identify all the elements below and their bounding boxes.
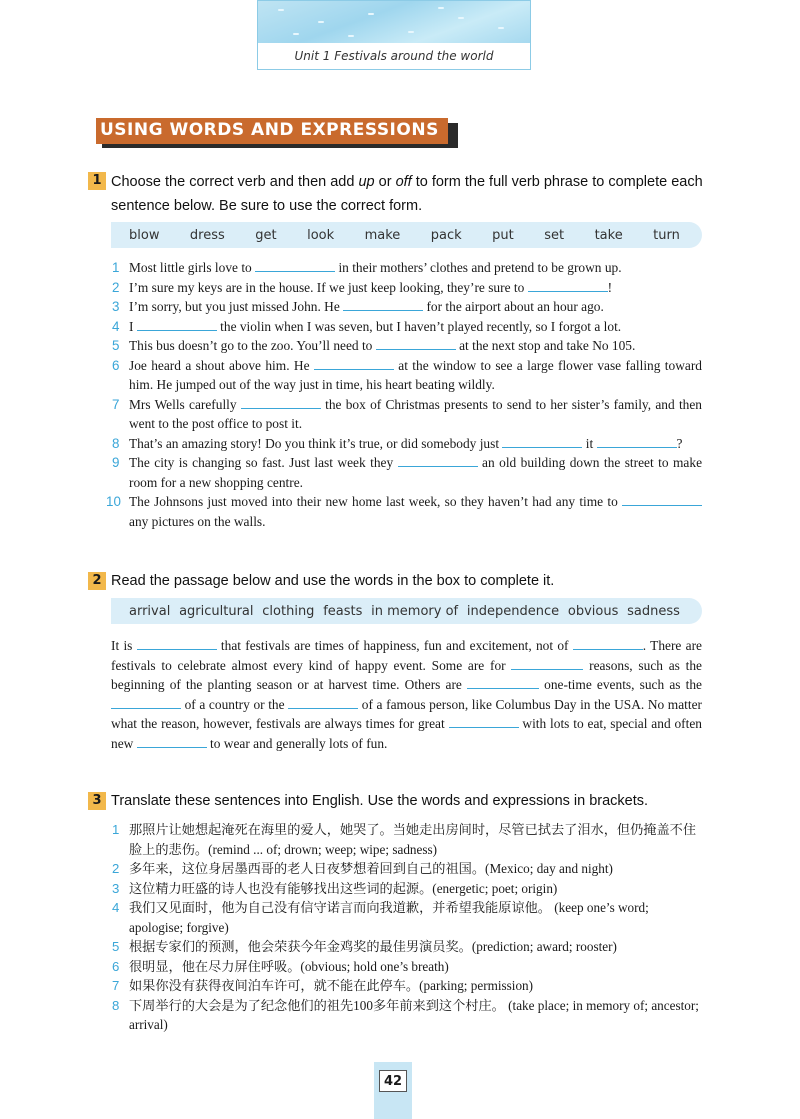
word-option: get [255,227,277,243]
exercise-2-number: 2 [88,572,106,590]
answer-blank[interactable] [528,280,608,292]
exercise-item: 7 Mrs Wells carefully the box of Christmas presents to send to her sister’s family, and then went to the post office to post it. [112,396,702,431]
word-option: put [492,227,514,243]
exercise-item: 6 Joe heard a shout above him. He at the window to see a large flower vase falling toward him. He jumped out of the way just in time, his heart beating wildly. [112,357,702,392]
answer-blank[interactable] [511,658,583,670]
answer-blank[interactable] [241,397,321,409]
answer-blank[interactable] [137,638,217,650]
word-option: arrival [129,603,171,619]
exercise-item: 8 That’s an amazing story! Do you think it’s true, or did somebody just it ? [112,435,683,451]
answer-blank[interactable] [398,455,478,467]
word-option: obvious [567,603,619,619]
exercise-item: 9 The city is changing so fast. Just last week they an old building down the street to make room for a new shopping centre. [112,455,703,490]
header-water-image [258,1,530,43]
answer-blank[interactable] [288,697,358,709]
answer-blank[interactable] [111,697,181,709]
section-banner [96,118,458,148]
exercise-3-number: 3 [88,792,106,810]
word-option: set [544,227,565,243]
exercise-2-word-box [111,598,702,624]
translation-item: 8 下周举行的大会是为了纪念他们的祖先100多年前来到这个村庄。 (take place; in memory of; ancestor; arrival) [112,997,699,1032]
exercise-item: 1 Most little girls love to in their mothers’ clothes and pretend to be grown up. [112,260,622,275]
exercise-3-sentences [112,820,702,1035]
answer-blank[interactable] [376,338,456,350]
word-option: sadness [627,603,680,619]
translation-item: 3 这位精力旺盛的诗人也没有能够找出这些词的起源。(energetic; poet; origin) [112,880,558,896]
answer-blank[interactable] [137,319,217,331]
word-option: make [364,227,401,243]
unit-header [257,0,531,70]
translation-item: 5 根据专家们的预测，他会荣获今年金鸡奖的最佳男演员奖。(prediction; award; rooster) [112,939,617,954]
translation-item: 7 如果你没有获得夜间泊车许可，就不能在此停车。(parking; permission) [112,978,534,993]
word-option: in memory of [371,603,459,619]
word-option: look [307,227,335,243]
exercise-1-sentences [106,258,703,531]
answer-blank[interactable] [314,358,394,370]
exercise-item: 4 I the violin when I was seven, but I haven’t played recently, so I forgot a lot. [112,318,622,334]
exercise-1-instruction: Choose the correct verb and then add up or off to form the full verb phrase to complete each sentence below. Be sure to use the correct form. [111,174,703,214]
exercise-2-instruction: Read the passage below and use the words in the box to complete it. [111,573,555,589]
word-option: take [594,227,623,243]
exercise-3-instruction: Translate these sentences into English. Use the words and expressions in brackets. [111,793,649,809]
unit-title: Unit 1 Festivals around the world [294,49,494,63]
word-option: turn [653,227,680,243]
word-option: dress [189,227,225,243]
page-number: 42 [379,1070,407,1092]
answer-blank[interactable] [502,436,582,448]
translation-item: 4 我们又见面时，他为自己没有信守诺言而向我道歉，并希望我能原谅他。 (keep one’s word; apologise; forgive) [112,900,649,935]
section-title: USING WORDS AND EXPRESSIONS [100,120,439,140]
word-option: blow [129,227,160,243]
word-option: feasts [323,603,363,619]
answer-blank[interactable] [467,677,539,689]
exercise-item: 2 I’m sure my keys are in the house. If we just keep looking, they’re sure to ! [112,279,613,295]
word-option: clothing [262,603,315,619]
exercise-2-passage: It is that festivals are times of happiness, fun and excitement, not of . There are festivals to celebrate almost every kind of happy event. Some are for reasons, such as the beginning of the planting season or at harvest time. Others are one-time events, such as the of a country or the of a famous person, like Columbus Day in the USA. No matter what the reason, however, festivals are always times for great with lots to eat, special and often new to wear and generally lots of fun. [111,638,702,751]
exercise-item: 10 The Johnsons just moved into their new home last week, so they haven’t had any time to any pictures on the walls. [112,492,702,531]
translation-item: 1 那照片让她想起淹死在海里的爱人，她哭了。当她走出房间时，尽管已拭去了泪水，但仍掩盖不住脸上的悲伤。(remind ... of; drown; weep; wipe; sadness) [112,822,697,857]
word-option: independence [466,603,560,619]
answer-blank[interactable] [622,494,702,506]
answer-blank[interactable] [573,638,643,650]
word-option: agricultural [179,603,254,619]
word-option: pack [430,227,462,243]
exercise-1-word-box [111,222,702,248]
translation-item: 2 多年来，这位身居墨西哥的老人日夜梦想着回到自己的祖国。(Mexico; day and night) [112,861,613,876]
exercise-item: 3 I’m sorry, but you just missed John. He for the airport about an hour ago. [112,299,604,314]
answer-blank[interactable] [343,299,423,311]
answer-blank[interactable] [597,436,677,448]
translation-item: 6 很明显，他在尽力屏住呼吸。(obvious; hold one’s breath) [112,958,449,974]
answer-blank[interactable] [449,716,519,728]
exercise-1-number: 1 [88,172,106,190]
answer-blank[interactable] [137,736,207,748]
exercise-item: 5 This bus doesn’t go to the zoo. You’ll need to at the next stop and take No 105. [112,338,636,353]
page-number-tab [374,1062,412,1119]
answer-blank[interactable] [255,260,335,272]
